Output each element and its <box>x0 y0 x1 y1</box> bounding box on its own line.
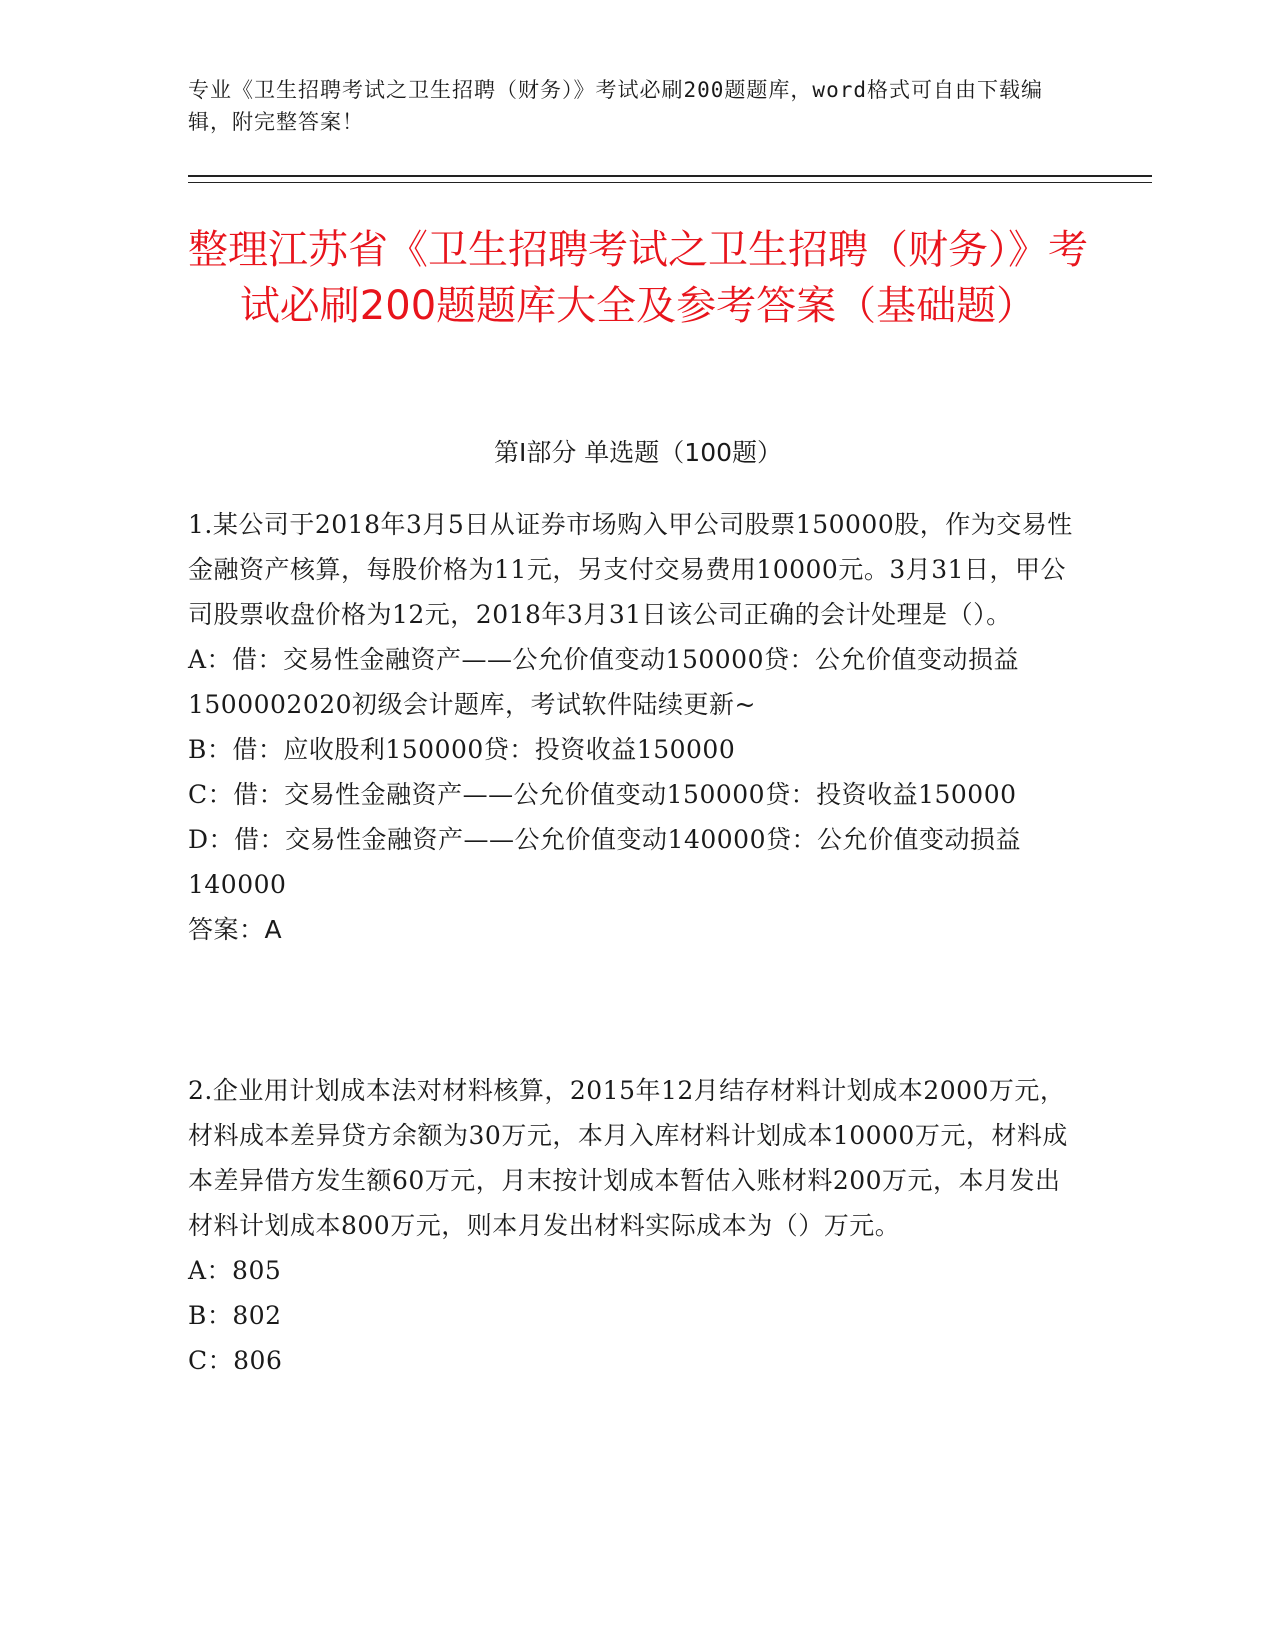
question-stem: 1.某公司于2018年3月5日从证券市场购入甲公司股票150000股，作为交易性金融资产核算，每股价格为11元，另支付交易费用10000元。3月31日，甲公司股票收盘价格为12元，2018年3月31日该公司正确的会计处理是（）。 <box>188 510 1073 629</box>
document-title: 整理江苏省《卫生招聘考试之卫生招聘（财务）》考试必刷200题题库大全及参考答案（基础题） <box>188 227 1088 329</box>
option-a: A：借：交易性金融资产——公允价值变动150000贷：公允价值变动损益1500002020初级会计题库，考试软件陆续更新~ <box>188 645 1019 719</box>
option-c: C：806 <box>188 1346 283 1375</box>
option-a: A：805 <box>188 1256 282 1285</box>
option-d: D：借：交易性金融资产——公允价值变动140000贷：公允价值变动损益140000 <box>188 825 1021 899</box>
question-2 <box>188 1068 1083 1383</box>
header-divider-thin <box>188 182 1152 183</box>
option-c: C：借：交易性金融资产——公允价值变动150000贷：投资收益150000 <box>188 780 1017 809</box>
question-1 <box>188 502 1083 952</box>
question-stem: 2.企业用计划成本法对材料核算，2015年12月结存材料计划成本2000万元，材料成本差异贷方余额为30万元，本月入库材料计划成本10000万元，材料成本差异借方发生额60万元，月末按计划成本暂估入账材料200万元，本月发出材料计划成本800万元，则本月发出材料实际成本为（）万元。 <box>188 1076 1068 1240</box>
header-note: 专业《卫生招聘考试之卫生招聘（财务）》考试必刷200题题库，word格式可自由下载编辑，附完整答案！ <box>188 78 1043 134</box>
answer: 答案：A <box>188 915 283 944</box>
option-b: B：借：应收股利150000贷：投资收益150000 <box>188 735 736 764</box>
option-b: B：802 <box>188 1301 282 1330</box>
section-heading: 第I部分 单选题（100题） <box>493 438 783 467</box>
header-divider-thick <box>188 175 1152 177</box>
